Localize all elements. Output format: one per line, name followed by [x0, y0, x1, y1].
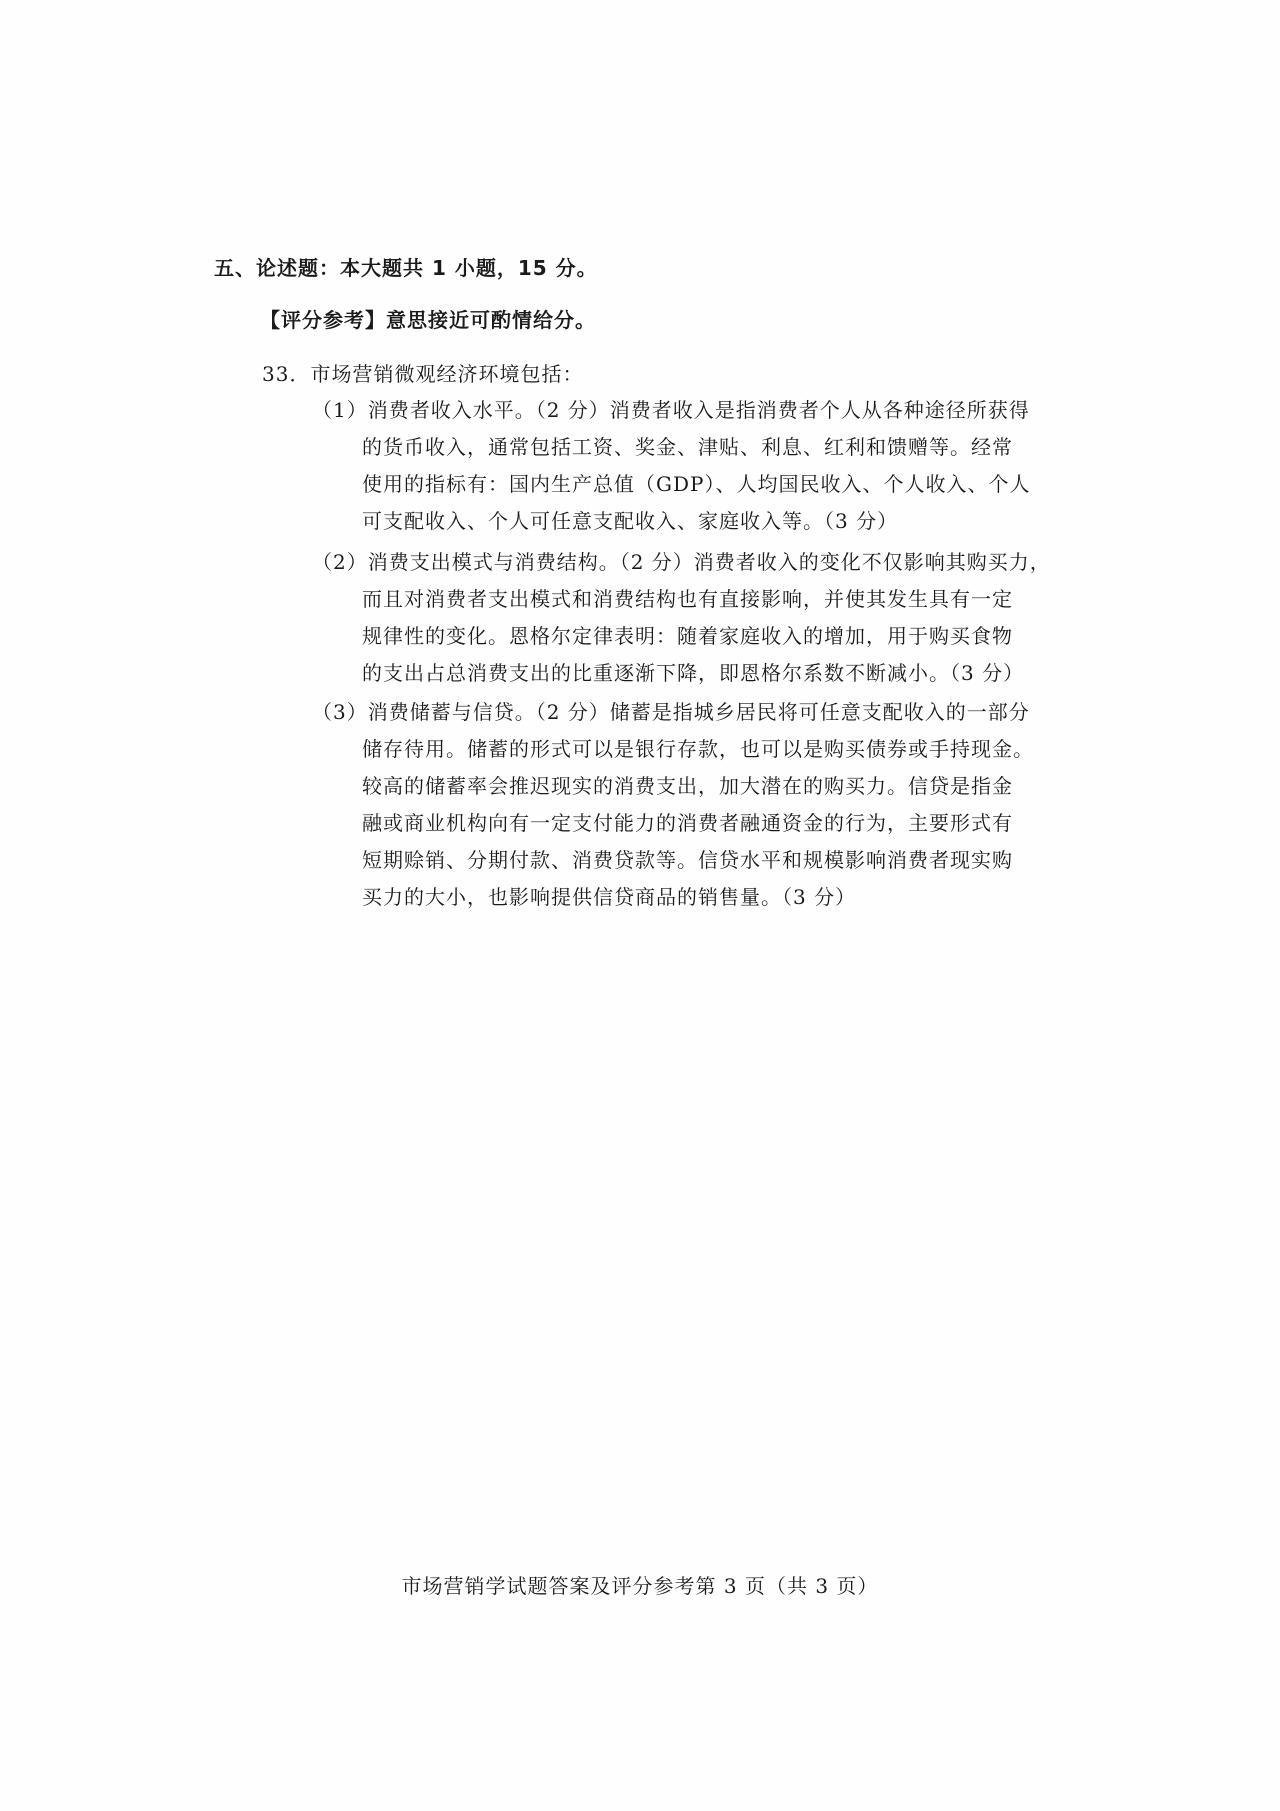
answer-line: 买力的大小，也影响提供信贷商品的销售量。（3 分） — [362, 885, 857, 909]
answer-line: 融或商业机构向有一定支付能力的消费者融通资金的行为，主要形式有 — [362, 811, 1013, 835]
answer-line: （1）消费者收入水平。（2 分）消费者收入是指消费者个人从各种途径所获得 — [312, 398, 1030, 422]
answer-line: 储存待用。储蓄的形式可以是银行存款，也可以是购买债券或手持现金。 — [362, 737, 1034, 761]
page-footer: 市场营销学试题答案及评分参考第 3 页（共 3 页） — [401, 1574, 879, 1598]
answer-item-1 — [312, 392, 1072, 540]
answer-line: （2）消费支出模式与消费结构。（2 分）消费者收入的变化不仅影响其购买力， — [312, 550, 1051, 574]
question-stem: 33．市场营销微观经济环境包括： — [262, 362, 584, 386]
answer-item-3 — [312, 694, 1072, 916]
answer-line: （3）消费储蓄与信贷。（2 分）储蓄是指城乡居民将可任意支配收入的一部分 — [312, 700, 1030, 724]
answer-line: 规律性的变化。恩格尔定律表明：随着家庭收入的增加，用于购买食物 — [362, 624, 1013, 648]
answer-line: 较高的储蓄率会推迟现实的消费支出，加大潜在的购买力。信贷是指金 — [362, 774, 1013, 798]
answer-line: 的货币收入，通常包括工资、奖金、津贴、利息、红利和馈赠等。经常 — [362, 435, 1013, 459]
section-heading: 五、论述题：本大题共 1 小题，15 分。 — [214, 256, 598, 280]
answer-item-2 — [312, 544, 1072, 692]
answer-line: 的支出占总消费支出的比重逐渐下降，即恩格尔系数不断减小。（3 分） — [362, 661, 1025, 685]
answer-line: 可支配收入、个人可任意支配收入、家庭收入等。（3 分） — [362, 509, 899, 533]
answer-line: 使用的指标有：国内生产总值（GDP）、人均国民收入、个人收入、个人 — [362, 472, 1031, 496]
answer-line: 短期赊销、分期付款、消费贷款等。信贷水平和规模影响消费者现实购 — [362, 848, 1013, 872]
grading-note: 【评分参考】意思接近可酌情给分。 — [260, 308, 596, 332]
answer-line: 而且对消费者支出模式和消费结构也有直接影响，并使其发生具有一定 — [362, 587, 1013, 611]
